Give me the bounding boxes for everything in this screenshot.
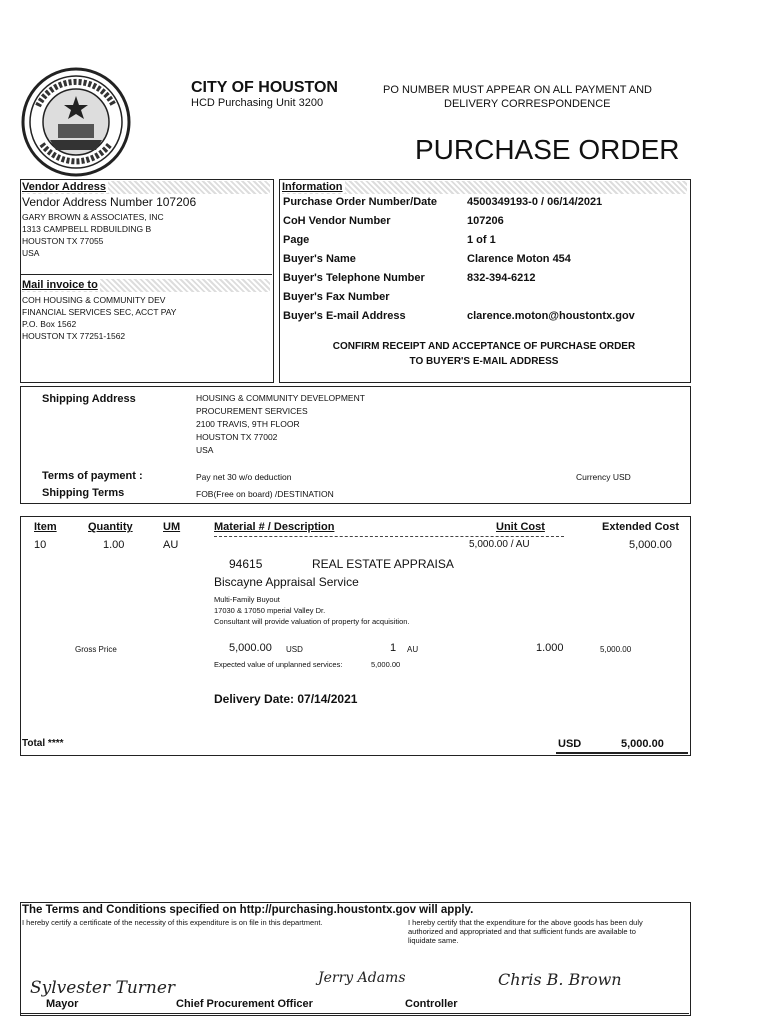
confirm-line1: CONFIRM RECEIPT AND ACCEPTANCE OF PURCHASE ORDER [332,341,636,352]
col-um: UM [163,521,181,533]
cpo-signature: Jerry Adams [318,970,406,986]
col-unit-cost: Unit Cost [496,521,545,533]
item-quantity: 1.00 [103,539,125,551]
shipping-line: 2100 TRAVIS, 9TH FLOOR [196,419,300,429]
buyer-phone: 832-394-6212 [467,272,536,284]
expected-value-label: Expected value of unplanned services: [214,660,343,669]
mayor-signature: Sylvester Turner [30,978,176,998]
document-title: PURCHASE ORDER [415,134,680,165]
description-line: 17030 & 17050 mperial Valley Dr. [214,606,326,615]
expected-value: 5,000.00 [371,660,401,669]
currency: Currency USD [576,472,631,482]
shipping-line: HOUSTON TX 77002 [196,432,278,442]
total-label: Total **** [22,738,64,749]
info-label: Purchase Order Number/Date [283,196,438,208]
vendor-line: HOUSTON TX 77055 [22,236,104,246]
info-row [283,234,635,253]
col-item: Item [34,521,57,533]
divider [20,274,272,275]
invoice-line: HOUSTON TX 77251-1562 [22,331,126,341]
mail-invoice-address [22,294,176,342]
vendor-address [22,211,164,259]
info-label: Buyer's Fax Number [283,291,390,303]
description-line: Consultant will provide valuation of property for acquisition. [214,617,410,626]
service-name: Biscayne Appraisal Service [214,575,359,589]
controller-signature: Chris B. Brown [498,970,622,989]
info-row [283,272,635,291]
city-name: CITY OF HOUSTON [191,79,338,96]
material-number: 94615 [229,557,263,571]
col-description: Material # / Description [214,521,335,533]
terms-label: Terms of payment : [42,470,143,482]
gross-currency: USD [286,645,303,654]
delivery-date: Delivery Date: 07/14/2021 [214,692,358,706]
material-name: REAL ESTATE APPRAISA [312,557,454,571]
info-row [283,253,635,272]
shipping-line: PROCUREMENT SERVICES [196,406,308,416]
buyer-name: Clarence Moton 454 [467,253,571,265]
mail-invoice-heading: Mail invoice to [22,279,270,292]
items-box [20,516,691,756]
po-notice-line2: DELIVERY CORRESPONDENCE [444,98,611,110]
confirm-line2: TO BUYER'S E-MAIL ADDRESS [409,356,559,367]
purchasing-unit: HCD Purchasing Unit 3200 [191,97,324,109]
total-value: 5,000.00 [621,738,664,750]
info-label: Buyer's Telephone Number [283,272,425,284]
mayor-certification: I hereby certify a certificate of the necessity of this expenditure is on file in this department. [22,918,323,927]
vendor-address-number: Vendor Address Number 107206 [22,195,197,209]
gross-um: AU [407,645,419,654]
header-divider [214,536,564,537]
gross-qty: 1 [390,642,397,654]
shipping-terms-value: FOB(Free on board) /DESTINATION [196,489,334,499]
description-line: Multi-Family Buyout [214,595,280,604]
vendor-line: 1313 CAMPBELL RDBUILDING B [22,224,152,234]
vendor-number: 107206 [467,215,504,227]
gross-amount: 5,000.00 [229,642,272,654]
buyer-email[interactable]: clarence.moton@houstontx.gov [467,310,635,322]
city-seal [20,66,132,178]
controller-certification: I hereby certify that the expenditure for the above goods has been duly authorized and appropriated and that sufficient funds are available to liquidate same. [408,918,643,945]
info-row [283,215,635,234]
controller-label: Controller [405,998,458,1010]
shipping-terms-label: Shipping Terms [42,487,125,499]
page-number: 1 of 1 [467,234,496,246]
col-extended-cost: Extended Cost [602,521,680,533]
item-extended-cost: 5,000.00 [629,539,672,551]
shipping-line: USA [196,445,214,455]
invoice-line: P.O. Box 1562 [22,319,77,329]
shipping-address [196,392,365,457]
gross-factor: 1.000 [536,642,564,654]
total-currency: USD [558,738,582,750]
info-label: Page [283,234,310,246]
vendor-line: GARY BROWN & ASSOCIATES, INC [22,212,164,222]
info-label: Buyer's Name [283,253,356,265]
info-row [283,196,635,215]
gross-price-label: Gross Price [75,645,117,654]
signature-line [20,1013,689,1014]
info-label: CoH Vendor Number [283,215,391,227]
mayor-label: Mayor [46,998,79,1010]
total-underline [556,752,688,754]
information-heading: Information [282,181,687,194]
info-row [283,310,635,329]
item-description [214,594,410,627]
col-quantity: Quantity [88,521,133,533]
info-row [283,291,635,310]
information-table [283,196,635,329]
po-notice-line1: PO NUMBER MUST APPEAR ON ALL PAYMENT AND [383,84,652,96]
po-number-date: 4500349193-0 / 06/14/2021 [467,196,603,208]
invoice-line: COH HOUSING & COMMUNITY DEV [22,295,166,305]
gross-total: 5,000.00 [600,645,632,654]
shipping-label: Shipping Address [42,393,136,405]
shipping-line: HOUSING & COMMUNITY DEVELOPMENT [196,393,365,403]
terms-value: Pay net 30 w/o deduction [196,472,292,482]
item-number: 10 [34,539,47,551]
info-label: Buyer's E-mail Address [283,310,406,322]
vendor-line: USA [22,248,40,258]
cpo-label: Chief Procurement Officer [176,998,313,1010]
terms-title: The Terms and Conditions specified on http://purchasing.houstontx.gov will apply. [22,904,474,916]
item-unit-cost: 5,000.00 / AU [469,539,530,550]
invoice-line: FINANCIAL SERVICES SEC, ACCT PAY [22,307,177,317]
item-um: AU [163,539,179,551]
vendor-heading: Vendor Address [22,181,270,194]
